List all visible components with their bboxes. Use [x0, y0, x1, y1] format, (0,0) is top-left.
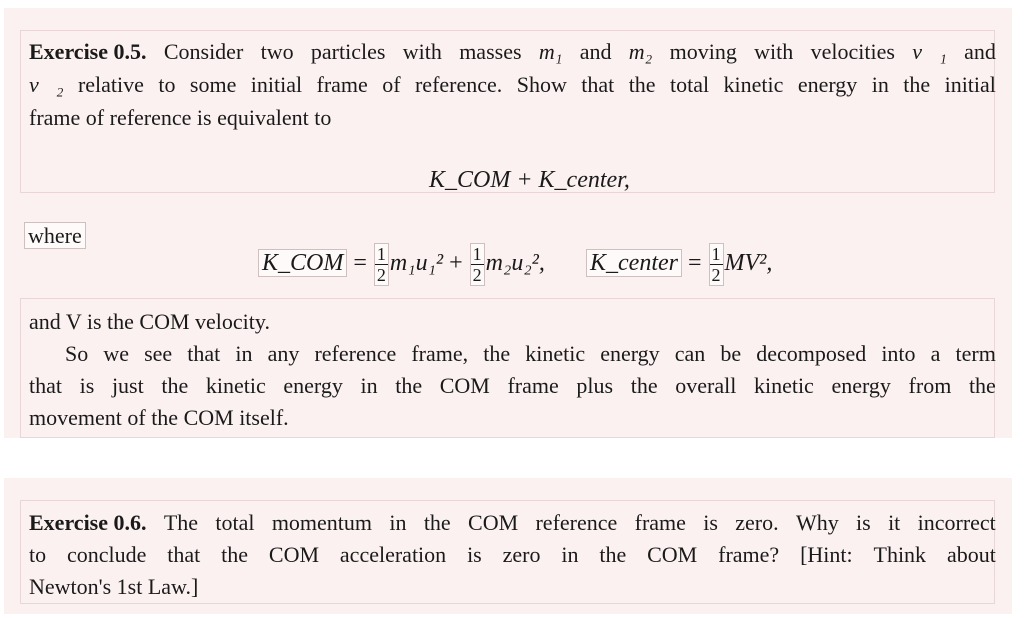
word: with: [402, 39, 442, 64]
term-m1u1: m₁u₁²: [389, 250, 444, 277]
word: [Hint:: [800, 542, 853, 567]
word: any: [267, 341, 300, 366]
word: is: [703, 510, 718, 535]
word: the: [630, 373, 658, 398]
word: we: [103, 341, 129, 366]
frac-num: 1: [472, 244, 482, 264]
word: frame: [316, 72, 368, 97]
word: in: [389, 510, 407, 535]
word: the: [161, 373, 189, 398]
word: that: [581, 72, 615, 97]
word: a: [930, 341, 941, 366]
word: momentum: [271, 510, 373, 535]
word: just: [111, 373, 144, 398]
word: some: [189, 72, 237, 97]
fraction-half: [374, 243, 389, 286]
word: is: [79, 373, 95, 398]
word: COM: [647, 542, 698, 567]
word: the: [395, 373, 423, 398]
word: kinetic: [723, 72, 784, 97]
word: frame?: [718, 542, 780, 567]
word: COM: [439, 373, 490, 398]
math-v1: v⃗₁: [912, 39, 947, 64]
word: it: [888, 510, 901, 535]
word: reference.: [414, 72, 503, 97]
word: that: [187, 341, 221, 366]
frac-den: 2: [472, 265, 482, 285]
word: two: [260, 39, 294, 64]
paragraph-2-line-3: movement of the COM itself.: [29, 405, 289, 430]
word: reference: [314, 341, 397, 366]
word: the: [221, 542, 249, 567]
word: acceleration: [339, 542, 447, 567]
display-equation-text: K_COM + K_center,: [429, 167, 630, 193]
exercise-0-6-line-1: [29, 507, 996, 539]
word: COM: [268, 542, 320, 567]
word: is: [467, 542, 482, 567]
word: and: [964, 39, 996, 64]
word: zero.: [735, 510, 779, 535]
equals-sign: =: [353, 250, 373, 277]
word: COM: [468, 510, 519, 535]
term-mv2: MV²,: [724, 250, 773, 277]
word: frame: [507, 373, 559, 398]
word: the: [423, 510, 451, 535]
word: be: [720, 341, 742, 366]
word: in: [235, 341, 253, 366]
word: zero: [502, 542, 541, 567]
frac-den: 2: [376, 265, 386, 285]
word: in: [561, 542, 579, 567]
word: energy: [600, 341, 660, 366]
equals-sign: =: [687, 250, 708, 277]
word: in: [360, 373, 378, 398]
word: energy: [797, 72, 858, 97]
word: Why: [795, 510, 839, 535]
frac-num: 1: [376, 244, 386, 264]
exercise-0-5-line-2: [29, 69, 996, 101]
kcenter-lhs: K_center: [586, 249, 682, 277]
word: kinetic: [525, 341, 586, 366]
word: kinetic: [753, 373, 814, 398]
word: to: [158, 72, 176, 97]
fraction-half: [709, 243, 724, 286]
word: reference: [535, 510, 618, 535]
word: in: [871, 72, 889, 97]
kcom-lhs: K_COM: [258, 249, 347, 277]
display-equation: [429, 164, 630, 196]
word: the: [483, 341, 511, 366]
word: decomposed: [756, 341, 867, 366]
exercise-0-6-panel: [4, 478, 1012, 614]
paragraph-2-line-2: [29, 370, 996, 402]
word: frame: [634, 510, 686, 535]
word: about: [946, 542, 996, 567]
where-label: [24, 220, 86, 252]
math-v2: v⃗₂: [29, 72, 64, 97]
word: frame,: [411, 341, 469, 366]
word: Think: [873, 542, 927, 567]
word: particles: [310, 39, 386, 64]
word: velocities: [810, 39, 895, 64]
word: that: [167, 542, 201, 567]
word: the: [968, 373, 996, 398]
word: Show: [516, 72, 567, 97]
word: to: [29, 542, 47, 567]
word: incorrect: [917, 510, 996, 535]
exercise-0-5-line-3: frame of reference is equivalent to: [29, 105, 332, 130]
plus-sign: +: [449, 250, 463, 277]
exercise-0-5-label: Exercise 0.5.: [29, 39, 147, 64]
exercise-0-6-label: Exercise 0.6.: [29, 510, 147, 535]
word: total: [670, 72, 710, 97]
frac-num: 1: [711, 244, 721, 264]
word: total: [215, 510, 255, 535]
exercise-0-6-line-2: [29, 539, 996, 571]
word: is: [856, 510, 871, 535]
word: kinetic: [205, 373, 266, 398]
word: and: [579, 39, 612, 64]
word: the: [599, 542, 627, 567]
kcom-equation: [258, 243, 545, 286]
word: into: [881, 341, 916, 366]
word: see: [144, 341, 173, 366]
word: of: [382, 72, 401, 97]
word: term: [955, 341, 996, 366]
term-m2u2: m₂u₂²,: [485, 250, 545, 277]
word: The: [163, 510, 199, 535]
exercise-0-6-line-3: Newton's 1st Law.]: [29, 574, 199, 599]
math-m1: m₁: [538, 39, 563, 64]
word: plus: [576, 373, 614, 398]
word: So: [65, 341, 89, 366]
word: Consider: [163, 39, 244, 64]
word: masses: [459, 39, 522, 64]
word: initial: [944, 72, 996, 97]
exercise-0-5-line-1: [29, 36, 996, 68]
frac-den: 2: [711, 265, 721, 285]
fraction-half: [470, 243, 485, 286]
word: that: [29, 373, 62, 398]
exercise-0-5-line-4: and V is the COM velocity.: [29, 309, 270, 334]
word: with: [754, 39, 794, 64]
paragraph-2-line-1: [65, 338, 996, 370]
word: overall: [675, 373, 737, 398]
word: the: [628, 72, 656, 97]
word: energy: [831, 373, 891, 398]
math-m2: m₂: [628, 39, 653, 64]
word: moving: [669, 39, 737, 64]
exercise-0-5-panel: [4, 8, 1012, 438]
where-text: where: [24, 222, 86, 249]
word: conclude: [67, 542, 147, 567]
word: the: [903, 72, 931, 97]
word: relative: [77, 72, 144, 97]
word: energy: [283, 373, 343, 398]
word: can: [674, 341, 706, 366]
word: initial: [250, 72, 303, 97]
word: from: [908, 373, 952, 398]
kcenter-equation: [586, 243, 772, 286]
